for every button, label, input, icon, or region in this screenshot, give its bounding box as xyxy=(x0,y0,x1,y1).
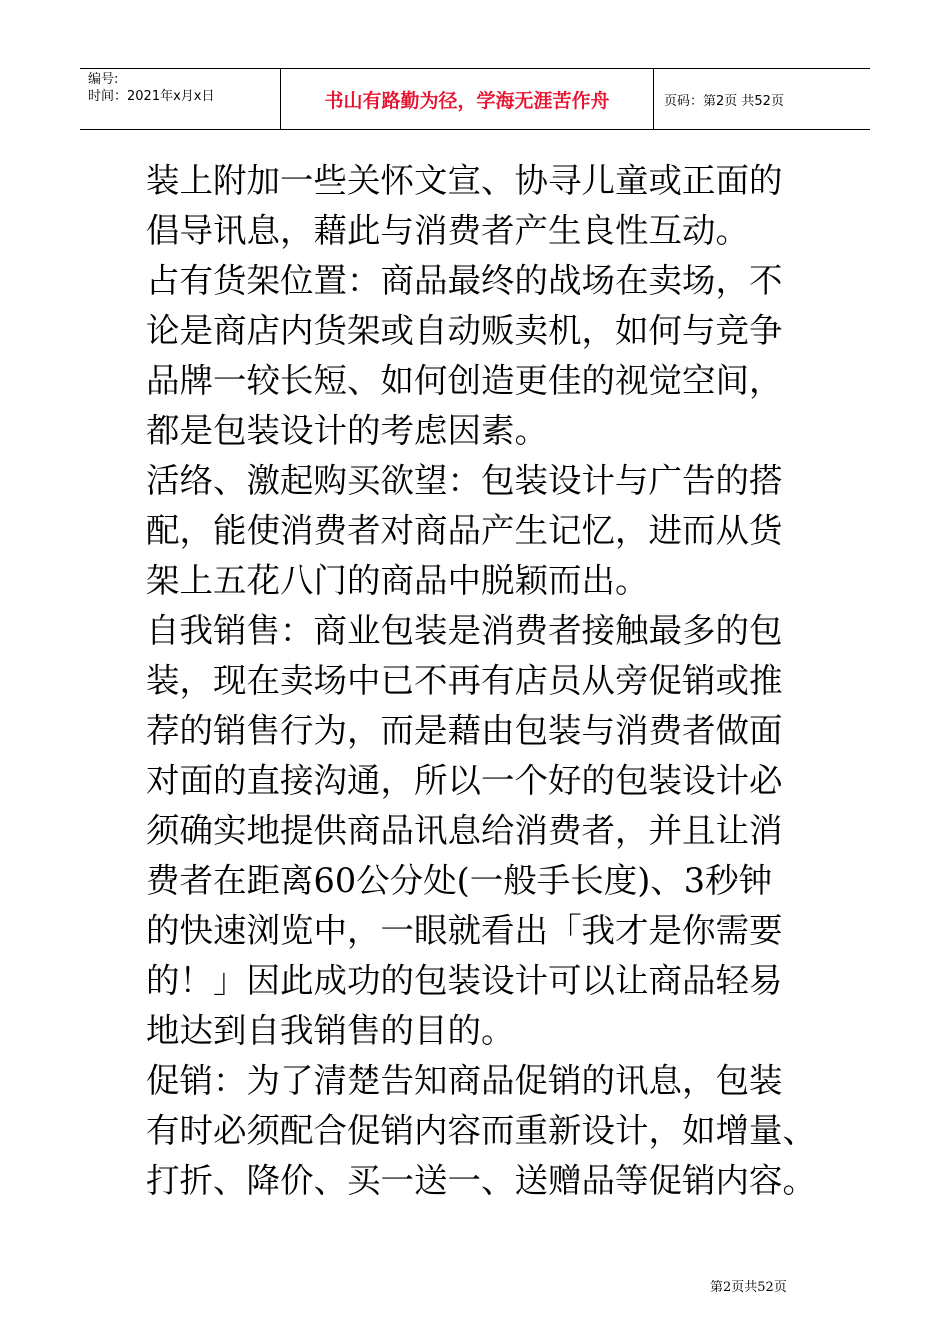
body-line: 地达到自我销售的目的。 xyxy=(146,1011,515,1050)
body-line: 配，能使消费者对商品产生记忆，进而从货 xyxy=(146,511,783,550)
body-line: 装，现在卖场中已不再有店员从旁促销或推 xyxy=(146,661,783,700)
body-line: 的快速浏览中，一眼就看出「我才是你需要 xyxy=(146,911,783,950)
body-line: 费者在距离60公分处(一般手长度)、3秒钟 xyxy=(146,861,773,900)
header-motto: 书山有路勤为径，学海无涯苦作舟 xyxy=(281,69,654,129)
document-time-label: 时间：2021年x月x日 xyxy=(88,89,215,104)
document-body xyxy=(146,156,826,1206)
body-line: 有时必须配合促销内容而重新设计，如增量、 xyxy=(146,1111,816,1150)
page-footer: 第2页共52页 xyxy=(710,1280,787,1295)
header-meta xyxy=(80,69,281,129)
body-line: 对面的直接沟通，所以一个好的包装设计必 xyxy=(146,761,783,800)
body-line: 荐的销售行为，而是藉由包装与消费者做面 xyxy=(146,711,783,750)
page-header xyxy=(80,68,870,130)
body-line: 都是包装设计的考虑因素。 xyxy=(146,411,548,450)
body-line: 架上五花八门的商品中脱颖而出。 xyxy=(146,561,649,600)
body-line: 倡导讯息，藉此与消费者产生良性互动。 xyxy=(146,211,749,250)
body-line: 的！」因此成功的包装设计可以让商品轻易 xyxy=(146,961,783,1000)
body-line: 打折、降价、买一送一、送赠品等促销内容。 xyxy=(146,1161,816,1200)
body-line: 促销：为了清楚告知商品促销的讯息，包装 xyxy=(146,1061,783,1100)
body-line: 须确实地提供商品讯息给消费者，并且让消 xyxy=(146,811,783,850)
header-page-info: 页码：第2页 共52页 xyxy=(664,93,784,109)
body-line: 占有货架位置：商品最终的战场在卖场，不 xyxy=(146,261,783,300)
body-line: 活络、激起购买欲望：包装设计与广告的搭 xyxy=(146,461,783,500)
body-line: 装上附加一些关怀文宣、协寻儿童或正面的 xyxy=(146,161,783,200)
body-line: 论是商店内货架或自动贩卖机，如何与竞争 xyxy=(146,311,783,350)
body-line: 自我销售：商业包装是消费者接触最多的包 xyxy=(146,611,783,650)
body-line: 品牌一较长短、如何创造更佳的视觉空间， xyxy=(146,361,783,400)
document-number-label: 编号: xyxy=(88,72,119,87)
